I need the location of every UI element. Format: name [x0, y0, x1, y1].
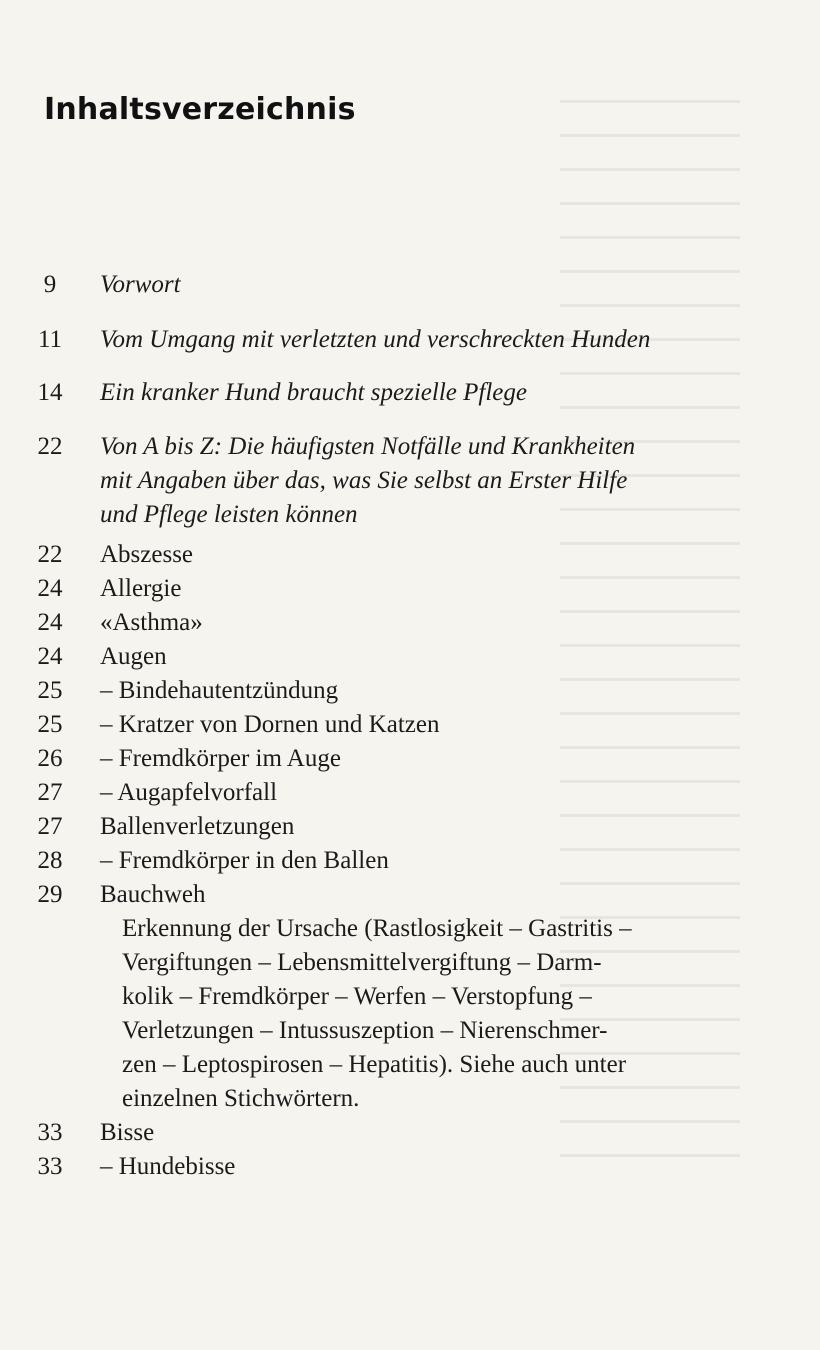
toc-page-number: 14 — [37, 379, 63, 406]
toc-page-number: 29 — [37, 881, 63, 908]
toc-description-line: Verletzungen – Intussuszeption – Nierenschmer- — [122, 1017, 608, 1044]
toc-page-number: 33 — [37, 1153, 63, 1180]
toc-entry-title: Bauchweh — [100, 881, 206, 908]
toc-description-line: Erkennung der Ursache (Rastlosigkeit – Gastritis – — [122, 915, 632, 942]
page-title: Inhaltsverzeichnis — [44, 92, 356, 127]
toc-entry-title: Augen — [100, 643, 167, 670]
toc-entry-title: Vorwort — [100, 271, 181, 298]
toc-page-number: 25 — [37, 711, 63, 738]
toc-page-number: 33 — [37, 1119, 63, 1146]
toc-page-number: 24 — [37, 575, 63, 602]
toc-entry-title: – Hundebisse — [100, 1153, 236, 1180]
toc-entry-title: – Fremdkörper im Auge — [100, 745, 341, 772]
toc-entry-title: «Asthma» — [100, 609, 203, 636]
toc-entry-title: – Kratzer von Dornen und Katzen — [100, 711, 440, 738]
toc-page-number: 9 — [43, 271, 57, 298]
toc-entry-title: Abszesse — [100, 541, 194, 568]
toc-entry-title: – Bindehautentzündung — [100, 677, 339, 704]
toc-page-number: 27 — [37, 813, 63, 840]
toc-page-number: 26 — [37, 745, 63, 772]
toc-entry-title: Allergie — [100, 575, 182, 602]
toc-entry-title: Vom Umgang mit verletzten und verschreckten Hunden — [100, 326, 651, 353]
toc-entry-title: Ballenverletzungen — [100, 813, 295, 840]
toc-page-number: 28 — [37, 847, 63, 874]
toc-description-line: Vergiftungen – Lebensmittelvergiftung – Darm- — [122, 949, 602, 976]
toc-page-number: 24 — [37, 609, 63, 636]
toc-entry-title: mit Angaben über das, was Sie selbst an Erster Hilfe — [100, 467, 628, 494]
toc-entry-title: Bisse — [100, 1119, 155, 1146]
toc-page-number: 27 — [37, 779, 63, 806]
toc-description-line: einzelnen Stichwörtern. — [122, 1085, 360, 1112]
toc-entry-title: und Pflege leisten können — [100, 501, 358, 528]
toc-entry-title: – Fremdkörper in den Ballen — [100, 847, 389, 874]
toc-entry-title: Ein kranker Hund braucht spezielle Pflege — [100, 379, 527, 406]
toc-description-line: zen – Leptospirosen – Hepatitis). Siehe auch unter — [122, 1051, 627, 1078]
toc-description-line: kolik – Fremdkörper – Werfen – Verstopfung – — [122, 983, 592, 1010]
toc-entry-title: Von A bis Z: Die häufigsten Notfälle und Krankheiten — [100, 433, 636, 460]
toc-page-number: 22 — [37, 433, 63, 460]
toc-page-number: 11 — [37, 326, 63, 353]
toc-entry-title: – Augapfelvorfall — [100, 779, 278, 806]
toc-page-number: 24 — [37, 643, 63, 670]
toc-page-number: 25 — [37, 677, 63, 704]
toc-page-number: 22 — [37, 541, 63, 568]
